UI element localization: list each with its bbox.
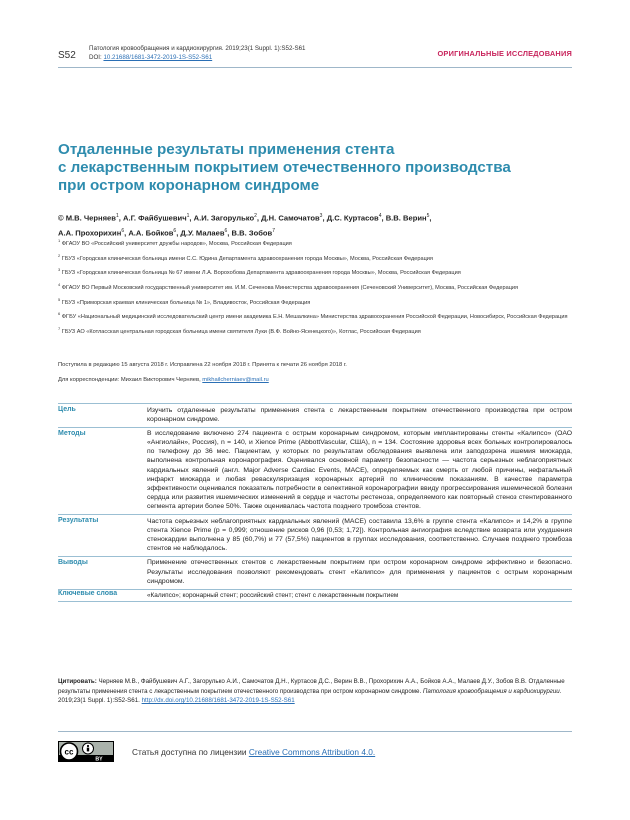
- citation-block: [58, 677, 572, 706]
- author-name: А.А. Прохорихин: [58, 228, 122, 238]
- author-name: А.А. Бойков: [128, 228, 174, 238]
- author-name: Д.Н. Самочатов: [261, 213, 320, 223]
- correspondence-email-link[interactable]: mikhailcherniaev@mail.ru: [202, 377, 269, 383]
- abstract-row-keywords: [58, 589, 572, 602]
- author-sup: 1: [186, 213, 190, 219]
- affiliation-number: 6: [58, 311, 61, 317]
- header-divider: [58, 67, 572, 68]
- title-line: Отдаленные результаты применения стента: [58, 141, 395, 158]
- author-list: © М.В. Черняев$^1$, А.Г. Файбушевич$^1$, А.И. Загорулько$^2$, Д.Н. Самочатов$^3$, Д.С. Куртасов$^4$, В.В. Верин$^5$, А.А. Прохорихин$^6$, А.А. Бойков$^6$, Д.У. Малаев$^6$, В.В. Зобов$^7$: [58, 213, 432, 238]
- journal-info: [89, 45, 305, 62]
- author-name: А.Г. Файбушевич: [122, 213, 187, 223]
- license-notice: [132, 747, 375, 757]
- author-name: А.И. Загорулько: [193, 213, 255, 223]
- affiliation-text: ФГБУ «Национальный медицинский исследовательский центр имени академика Е.Н. Мешалкина» Министерства здравоохранения Российской Федерации, Новосибирск, Российская Федерация: [61, 314, 568, 321]
- abstract-row-results: [58, 514, 572, 556]
- author-name: В.В. Зобов: [231, 228, 273, 238]
- abstract-row-conclusions: [58, 556, 572, 589]
- affiliation-number: 2: [58, 252, 61, 258]
- citation-doi-link[interactable]: http://dx.doi.org/10.21688/1681-3472-2019-1S-S52-S61: [141, 697, 295, 704]
- author-sup: 7: [272, 228, 276, 235]
- author-sup: 4: [378, 213, 382, 219]
- article-title: [58, 141, 528, 195]
- abstract-text: Изучить отдаленные результаты применения стента с лекарственным покрытием отечественного производства при остром коронарном синдроме.: [147, 406, 572, 423]
- affiliation-text: ФГАОУ ВО Первый Московский государственный университет им. И.М. Сеченова Министерства здравоохранения (Сеченовский Университет), Москва, Российская Федерация: [61, 284, 519, 291]
- author-name: Д.С. Куртасов: [326, 213, 379, 223]
- citation-text: Черняев М.В., Файбушевич А.Г., Загорулько А.И., Самочатов Д.Н., Куртасов Д.С., Верин В.В., Прохорихин А.А., Бойков А.А., Малаев Д.У., Зобов В.В. Отдаленные результаты применения стента с лекарственным покрытием отечественного производства при остром коронарном синдроме.: [58, 678, 565, 695]
- abstract-label: Ключевые слова: [58, 589, 118, 597]
- affiliation: [58, 237, 578, 248]
- affiliation-text: ГБУЗ «Приморская краевая клиническая больница № 1», Владивосток, Российская Федерация: [61, 299, 311, 306]
- correspondence: [58, 377, 269, 383]
- by-person-head: [87, 745, 89, 747]
- submission-dates: Поступила в редакцию 15 августа 2018 г. Исправлена 22 ноября 2018 г. Принята к печати 26 ноября 2018 г.: [58, 362, 347, 368]
- abstract-label: Методы: [58, 429, 86, 437]
- affiliation: [58, 281, 578, 292]
- affiliation-text: ФГАОУ ВО «Российский университет дружбы народов», Москва, Российская Федерация: [61, 240, 292, 247]
- title-line: при остром коронарном синдроме: [58, 177, 320, 194]
- author-name: В.В. Верин: [385, 213, 427, 223]
- cc-icon-text: cc: [64, 747, 74, 757]
- doi-link[interactable]: 10.21688/1681-3472-2019-1S-S52-S61: [103, 53, 213, 61]
- abstract-text: Частота серьезных неблагоприятных кардиальных явлений (MACE) составила 13,6% в группе стента «Калипсо» и 14,2% в группе стента Xience Prime (p = 0,999; отношение рисков 0,96 [0,53; 1,72]). Контрольная ангиография вследствие возврата или ухудшения стенокардии выполнена у 85 (60,7%) и 77 (57,5%) пациентов в группах исследования, соответственно. Случаев позднего тромбоза стентов не наблюдалось.: [147, 517, 572, 552]
- citation-journal: Патология кровообращения и кардиохирургии.: [422, 687, 562, 695]
- author-sup: 6: [173, 228, 177, 235]
- author-sup: 5: [426, 213, 430, 219]
- abstract-row-methods: [58, 427, 572, 514]
- doi-prefix: DOI:: [89, 53, 104, 61]
- correspondence-prefix: Для корреспонденции: Михаил Викторович Черняев,: [58, 377, 203, 383]
- affiliation-text: ГБУЗ «Городская клиническая больница № 67 имени Л.А. Ворохобова Департамента здравоохранения города Москвы», Москва, Российская Федерация: [61, 270, 461, 277]
- abstract-row-goal: [58, 403, 572, 427]
- affiliation: [58, 310, 578, 321]
- abstract-label: Выводы: [58, 558, 88, 566]
- affiliation-text: ГБУЗ АО «Котласская центральная городская больница имени святителя Луки (В.Ф. Войно-Ясенецкого)», Котлас, Российская Федерация: [61, 328, 421, 335]
- abstract-text: «Калипсо»; коронарный стент; российский стент; стент с лекарственным покрытием: [147, 591, 399, 599]
- affiliation-number: 1: [58, 238, 61, 243]
- by-person-body: [87, 748, 89, 752]
- journal-line: Патология кровообращения и кардиохирургия. 2019;23(1 Suppl. 1):S52-S61: [89, 45, 306, 52]
- affiliation: [58, 252, 578, 263]
- abstract-table: [58, 403, 572, 602]
- affiliation-number: 7: [58, 325, 61, 331]
- affiliation: [58, 325, 578, 336]
- author-name: Д.У. Малаев: [180, 228, 225, 238]
- section-label: ОРИГИНАЛЬНЫЕ ИССЛЕДОВАНИЯ: [437, 49, 572, 58]
- author-name: © М.В. Черняев: [58, 213, 116, 223]
- license-link[interactable]: Creative Commons Attribution 4.0.: [248, 747, 376, 757]
- affiliation: [58, 266, 578, 277]
- affiliation: [58, 296, 578, 307]
- abstract-label: Цель: [58, 406, 76, 413]
- affiliation-list: [58, 237, 578, 339]
- abstract-label: Результаты: [58, 517, 99, 525]
- doi-line: [89, 54, 305, 63]
- cc-by-license-badge[interactable]: [58, 741, 114, 762]
- author-sup: 3: [319, 213, 323, 219]
- author-sup: 6: [121, 228, 125, 235]
- abstract-text: Применение отечественных стентов с лекарственным покрытием при остром коронарном синдроме эффективно и безопасно. Результаты исследования позволяют рекомендовать стент «Калипсо» для применения у пациентов с острым коронарным синдромом.: [147, 559, 572, 585]
- affiliation-number: 5: [58, 296, 61, 302]
- author-sup: 1: [115, 213, 119, 219]
- author-sup: 6: [224, 228, 228, 235]
- citation-label: Цитировать:: [58, 678, 97, 685]
- footer-divider: [58, 731, 572, 732]
- abstract-text: В исследование включено 274 пациента с острым коронарным синдромом, которым имплантированы стенты «Калипсо» (ОАО «Ангиолайн», Россия), n = 140, и Xience Prime (AbbottVascular, США), n = 134. Состояние здоровья всех больных контролировалось по телефону до 36 мес. Пациентам, у которых по результатам обследования выявлена или заподозрена ишемия миокарда, выполнена контрольная коронарография. Оценивался основной параметр безопасности — частота серьезных неблагоприятных кардиальных явлений (англ. Major Adverse Cardiac Events, MACE), определяемых как смерть от любой причины, нефатальный инфаркт миокарда и любая реваскуляризация коронарных артерий по клиническим показаниям. В качестве параметра эффективности оценивался показатель потребности в селективной коронарографии ввиду прогрессирования ишемической болезни сердца или развития ишемических изменений в сердце и частоты рестеноза, определяемого как повторный стеноз стентированного сегмента артерии более 50%. Также оценивалась частота позднего тромбоза стентов.: [147, 430, 572, 510]
- title-line: с лекарственным покрытием отечественного производства: [58, 159, 511, 176]
- page-number: S52: [58, 50, 76, 61]
- license-prefix: Статья доступна по лицензии: [132, 747, 249, 757]
- affiliation-text: ГБУЗ «Городская клиническая больница имени С.С. Юдина Департамента здравоохранения города Москвы», Москва, Российская Федерация: [61, 255, 433, 262]
- affiliation-number: 3: [58, 267, 61, 273]
- citation-tail: 2019;23(1 Suppl. 1):S52-S61.: [58, 697, 142, 704]
- author-sup: 2: [254, 213, 257, 219]
- by-label: BY: [95, 756, 103, 762]
- affiliation-number: 4: [58, 281, 61, 287]
